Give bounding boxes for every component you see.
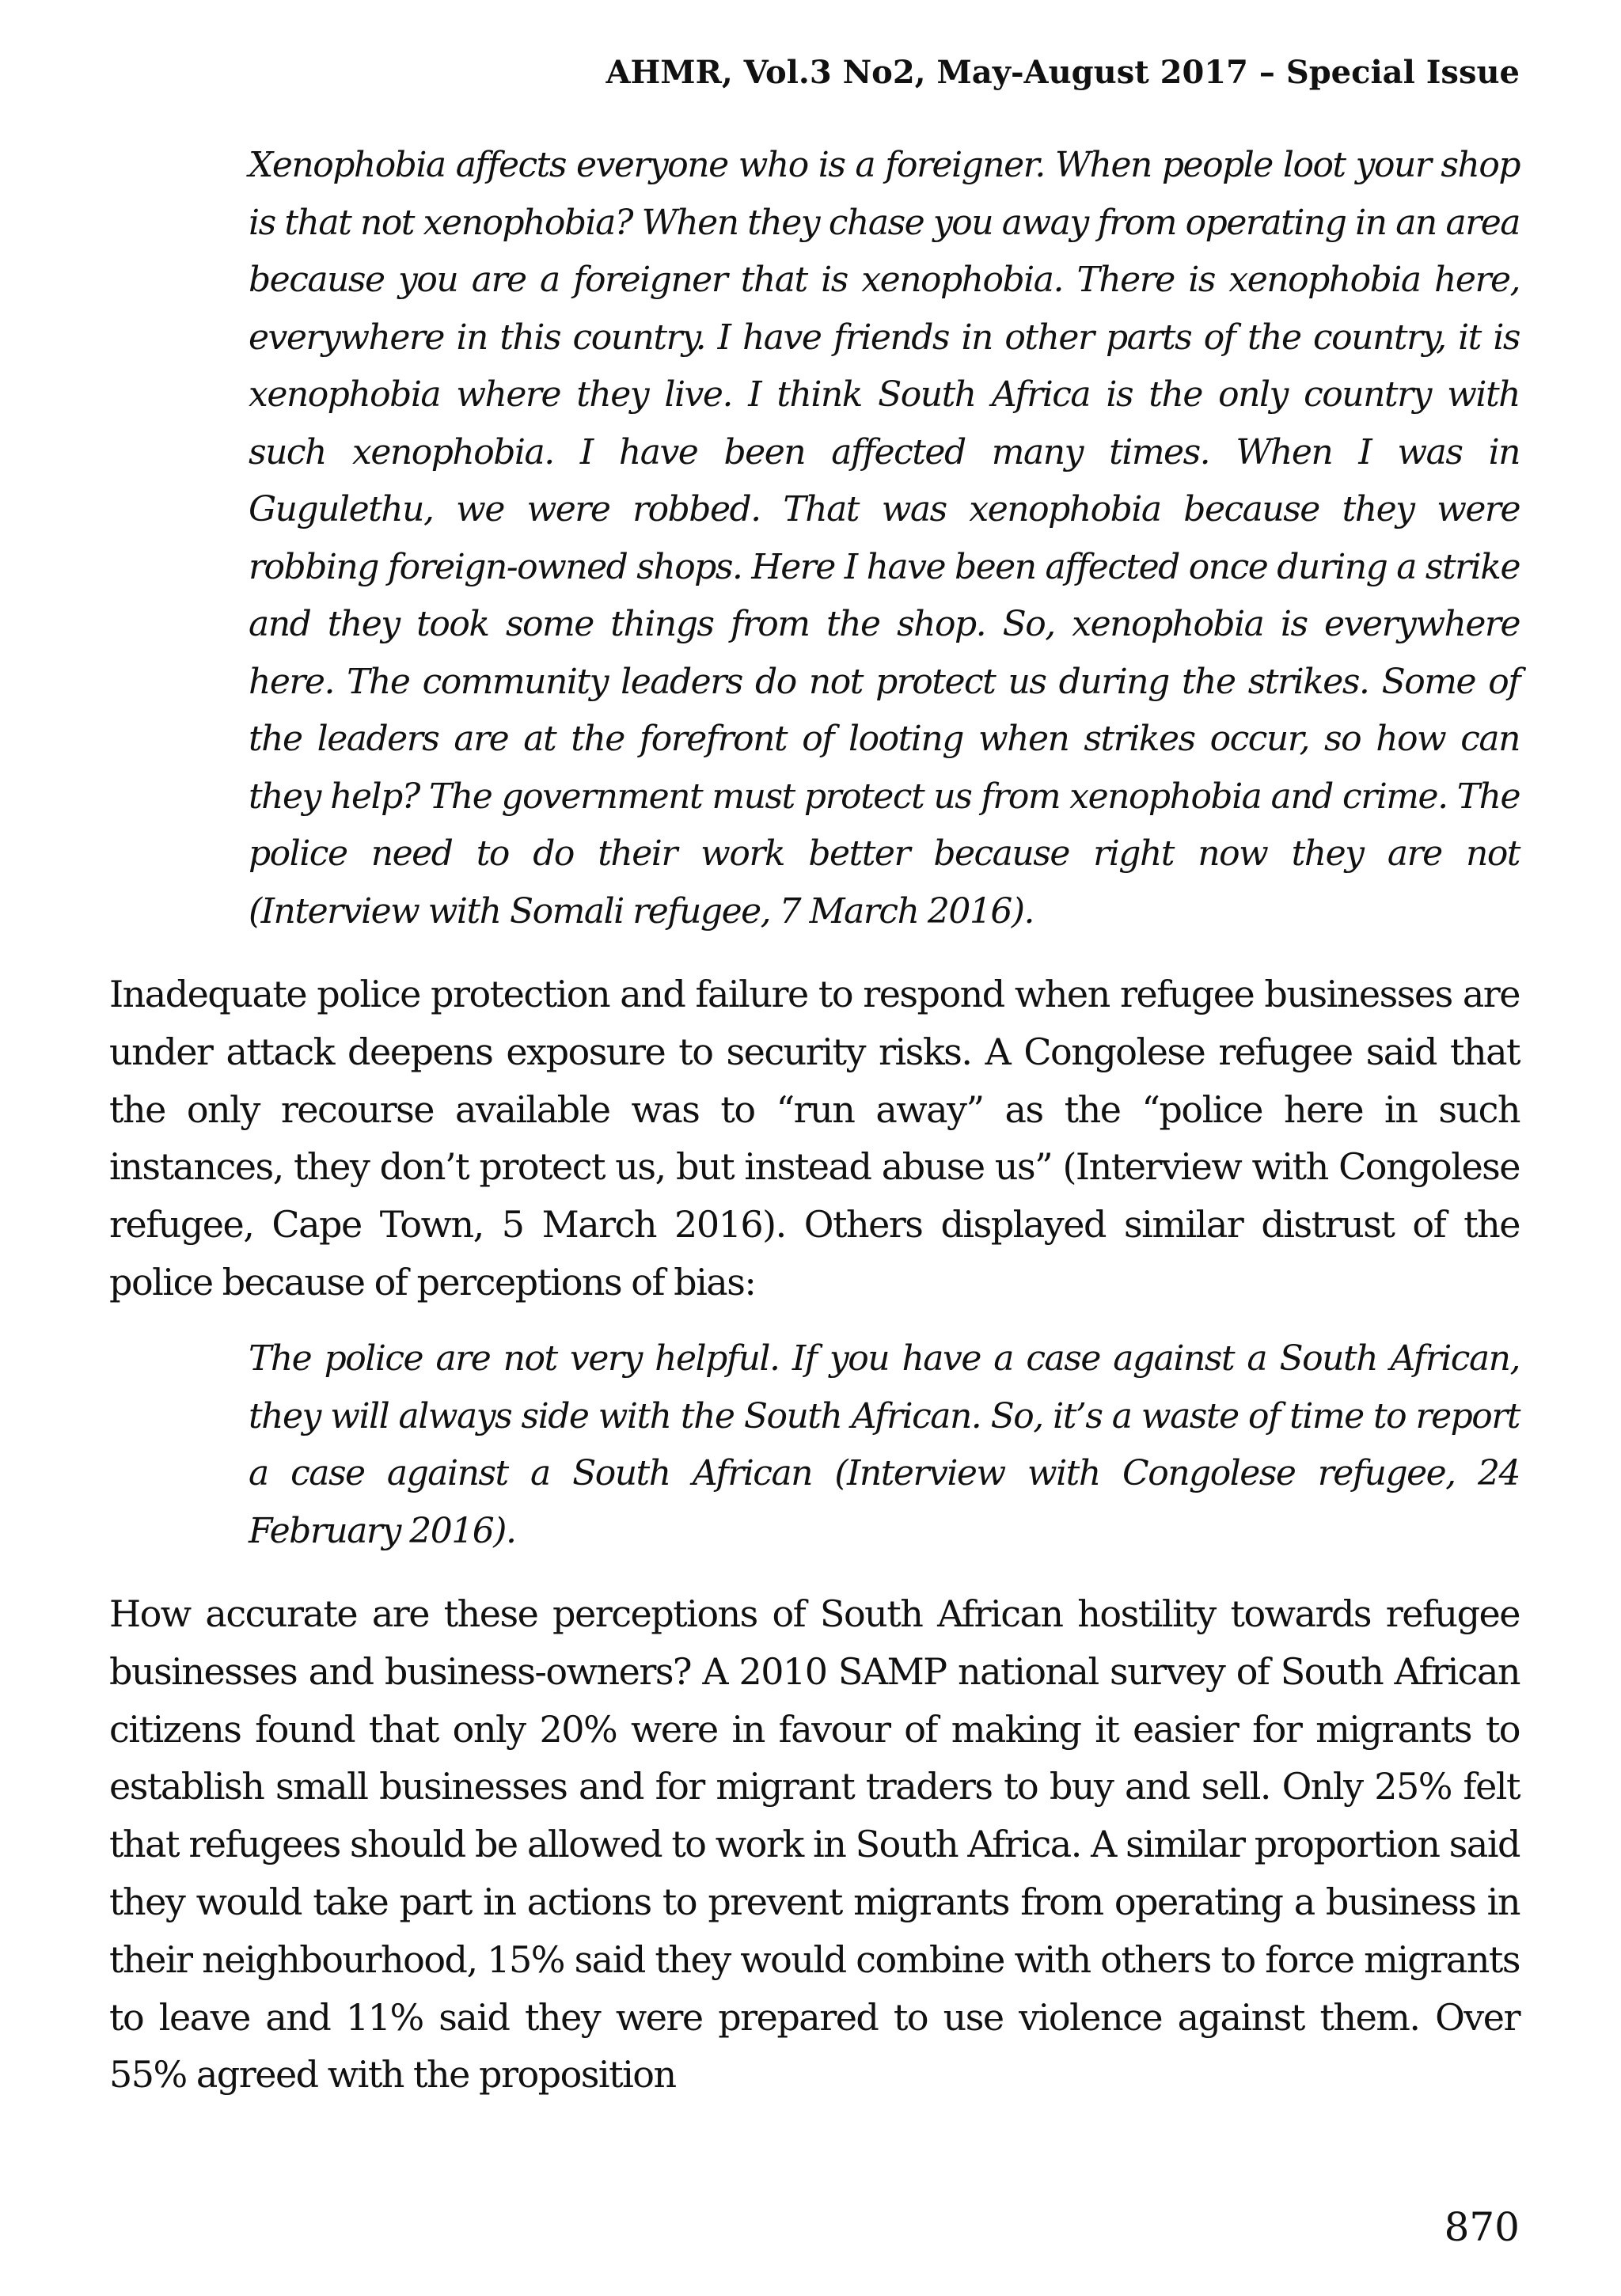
paragraph-text: Inadequate police protection and failure to respond when refugee businesses are under attack deepens exposure to security risks. A Congolese refugee said that the only recourse available was to “run away” as the “police here in such instances, they don’t protect us, but instead abuse us” (Interview with Congolese refugee, Cape Town, 5 March 2016). Others displayed similar distrust of the police because of perceptions of bias: bbox=[109, 973, 1520, 1304]
block-quote-somali-refugee bbox=[249, 137, 1520, 940]
body-paragraph-police-protection bbox=[109, 966, 1520, 1311]
block-quote-congolese-refugee bbox=[249, 1330, 1520, 1560]
paragraph-text: How accurate are these perceptions of South African hostility towards refugee businesses and business-owners? A 2010 SAMP national survey of South African citizens found that only 20% were in favour of making it easier for migrants to establish small businesses and for migrant traders to buy and sell. Only 25% felt that refugees should be allowed to work in South Africa. A similar proportion said they would take part in actions to prevent migrants from operating a business in their neighbourhood, 15% said they would combine with others to force migrants to leave and 11% said they were prepared to use violence against them. Over 55% agreed with the proposition bbox=[109, 1592, 1520, 2097]
running-header: AHMR, Vol.3 No2, May-August 2017 – Special Issue bbox=[606, 54, 1520, 91]
page-number: 870 bbox=[1444, 2204, 1520, 2250]
block-quote-text: The police are not very helpful. If you have a case against a South African, they will always side with the South African. So, it’s a waste of time to report a case against a South African (Interview with Congolese refugee, 24 February 2016). bbox=[249, 1338, 1520, 1551]
block-quote-text: Xenophobia affects everyone who is a foreigner. When people loot your shop is that not xenophobia? When they chase you away from operating in an area because you are a foreigner that is xenophobia. There is xenophobia here, everywhere in this country. I have friends in other parts of the country, it is xenophobia where they live. I think South Africa is the only country with such xenophobia. I have been affected many times. When I was in Gugulethu, we were robbed. That was xenophobia because they were robbing foreign-owned shops. Here I have been affected once during a strike and they took some things from the shop. So, xenophobia is everywhere here. The community leaders do not protect us during the strikes. Some of the leaders are at the forefront of looting when strikes occur, so how can they help? The government must protect us from xenophobia and crime. The police need to do their work better because right now they are not (Interview with Somali refugee, 7 March 2016). bbox=[249, 145, 1520, 932]
body-paragraph-samp-survey bbox=[109, 1585, 1520, 2104]
